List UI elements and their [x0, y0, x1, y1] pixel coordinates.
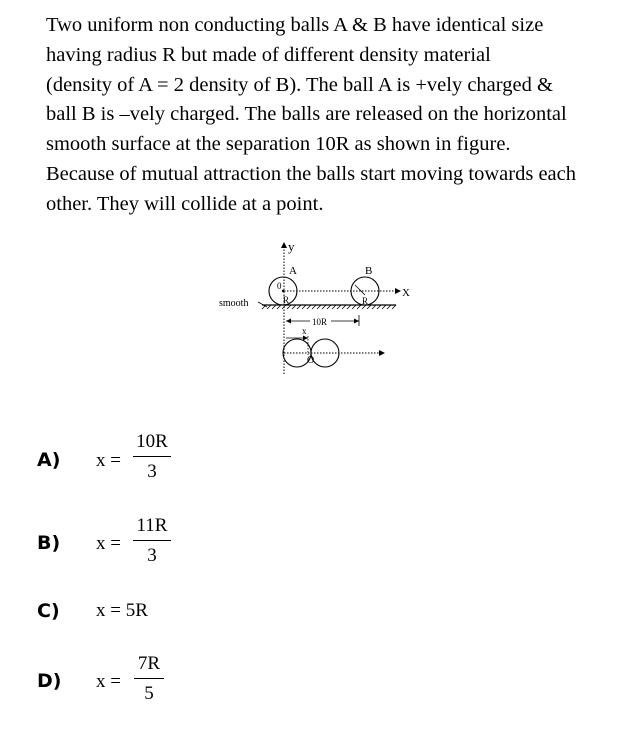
question-line: (density of A = 2 density of B). The ball A is +vely charged & — [46, 73, 553, 96]
option-c[interactable] — [0, 588, 300, 658]
y-axis-label: y — [288, 239, 295, 254]
option-d-numerator: 7R — [137, 653, 161, 674]
option-a-variable: x = — [96, 450, 121, 471]
question-line: ball B is –vely charged. The balls are released on the horizontal — [46, 103, 567, 126]
question-line: smooth surface at the separation 10R as shown in figure. — [46, 133, 511, 156]
option-b-variable: x = — [96, 533, 121, 554]
option-a-fraction — [133, 431, 171, 483]
ball-b-radius-label: R — [362, 296, 369, 306]
option-c-label: C) — [37, 600, 60, 622]
ball-a-label: A — [289, 265, 297, 277]
ground-hatching — [262, 305, 396, 309]
option-b-denominator: 3 — [147, 545, 157, 566]
physics-figure — [214, 238, 414, 383]
y-axis-arrowhead — [281, 242, 287, 248]
separation-arrow-left — [286, 319, 291, 324]
option-b-numerator: 11R — [136, 515, 168, 536]
option-d[interactable] — [0, 650, 300, 720]
x-dimension-arrow — [303, 336, 308, 341]
collision-point-label: O — [307, 355, 315, 366]
x-axis-arrowhead — [395, 288, 401, 294]
x-axis-label: X — [402, 287, 410, 299]
ball-b-radius-line — [355, 285, 365, 295]
option-c-expression: x = 5R — [96, 600, 148, 621]
ball-b-label: B — [365, 265, 373, 277]
question-line: Because of mutual attraction the balls start moving towards each — [46, 162, 576, 185]
option-a-numerator: 10R — [136, 431, 168, 452]
option-d-label: D) — [37, 670, 62, 692]
option-d-variable: x = — [96, 671, 121, 692]
question-text — [46, 11, 606, 220]
question-line: Two uniform non conducting balls A & B have identical size — [46, 14, 544, 36]
question-line: other. They will collide at a point. — [46, 192, 324, 215]
lower-axis-arrowhead — [379, 350, 385, 356]
option-a-denominator: 3 — [147, 461, 157, 482]
option-b-fraction — [133, 515, 171, 567]
separation-arrow-right — [354, 319, 359, 324]
figure-diagram — [214, 238, 414, 378]
option-d-denominator: 5 — [144, 683, 154, 704]
separation-label: 10R — [312, 317, 328, 327]
ball-a-center — [282, 290, 284, 292]
option-a[interactable] — [0, 428, 300, 498]
ball-a-radius-label: R — [283, 295, 290, 305]
option-b[interactable] — [0, 512, 300, 582]
question-line: having radius R but made of different density material — [46, 43, 491, 66]
x-mark-label: x — [302, 326, 307, 336]
option-d-fraction — [134, 653, 164, 705]
option-a-label: A) — [37, 449, 61, 471]
origin-label: 0 — [277, 281, 282, 291]
option-b-label: B) — [37, 532, 61, 554]
surface-label: smooth — [219, 298, 249, 309]
